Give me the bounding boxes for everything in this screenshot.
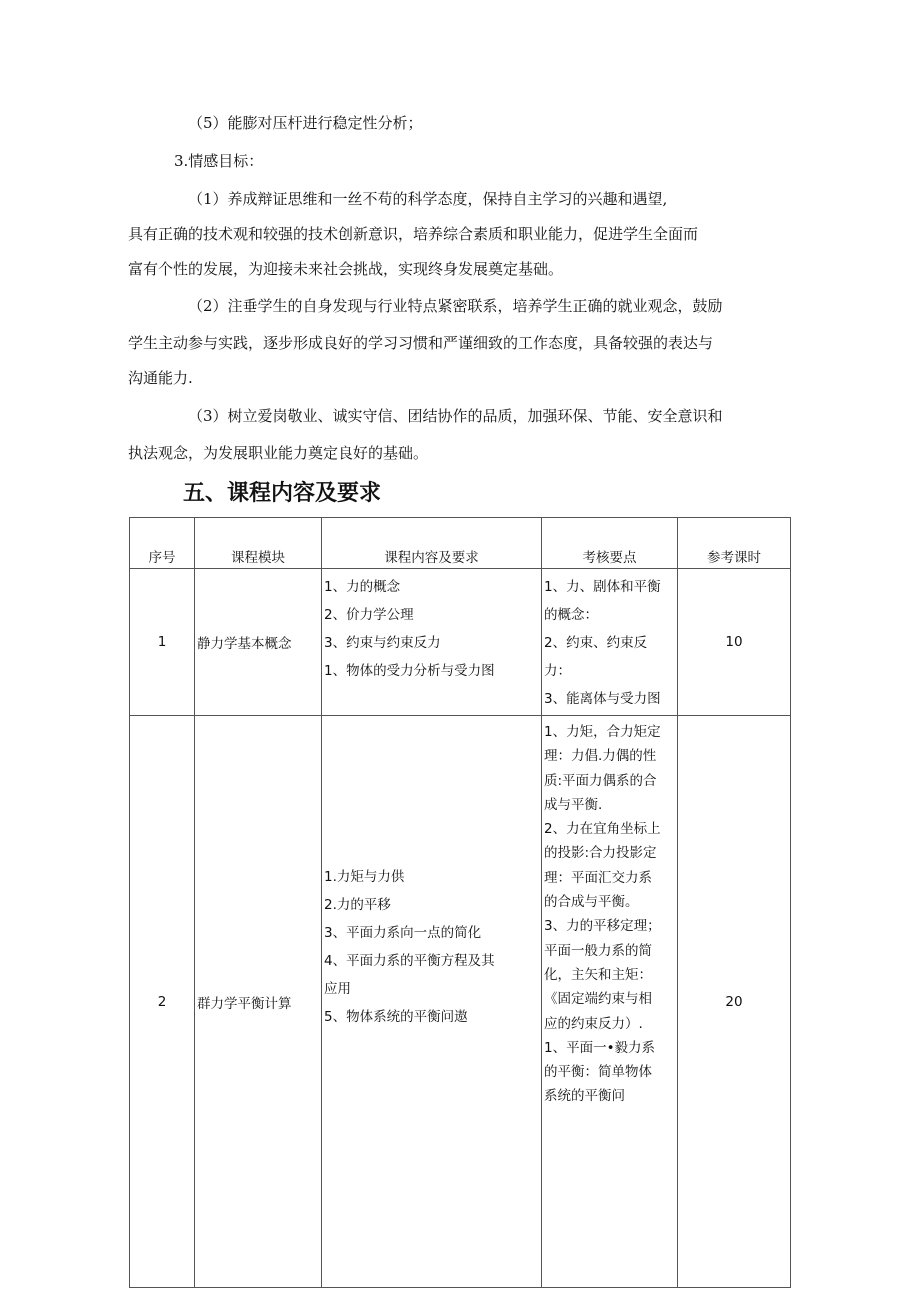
- paragraph-line: （5）能膨对压杆进行稳定性分析；: [188, 114, 423, 132]
- subheading: 3.情感目标：: [174, 152, 264, 170]
- cell-line: 力：: [544, 663, 571, 679]
- cell-line: 质:平面力偶系的合: [544, 772, 657, 789]
- cell-line: 的合成与平衡。: [544, 894, 639, 911]
- header-hours: 参考课时: [678, 518, 791, 569]
- cell-line: 平面一般力系的简: [544, 942, 652, 959]
- cell-line: 2.力的平移: [324, 896, 391, 913]
- cell-line: 1、力矩，合力矩定: [544, 724, 661, 740]
- section-title: 五、课程内容及要求: [183, 481, 382, 506]
- cell-line: 理：平面汇交力系: [544, 869, 652, 886]
- row-points: [542, 569, 678, 716]
- row-hours: 10: [678, 569, 791, 716]
- header-points: 考核要点: [542, 518, 678, 569]
- cell-line: 的概念：: [544, 607, 598, 623]
- table-row: [130, 716, 791, 1288]
- header-no: 序号: [130, 518, 195, 569]
- cell-line: 1、力的概念: [324, 579, 401, 595]
- paragraph-line: 沟通能力.: [128, 369, 193, 387]
- row-hours: 20: [678, 716, 791, 1288]
- cell-line: 3、平面力系向一点的简化: [324, 924, 482, 941]
- cell-line: 《固定端约束与相: [544, 991, 652, 1008]
- cell-line: 2、约束、约束反: [544, 635, 648, 651]
- cell-line: 的平衡：简单物体: [544, 1064, 652, 1081]
- course-table: [129, 517, 791, 1288]
- cell-line: 1.力矩与力供: [324, 868, 405, 885]
- cell-line: 化，主矢和主矩：: [544, 966, 652, 983]
- row-module: 静力学基本概念: [195, 569, 322, 716]
- paragraph-line: 具有正确的技术观和较强的技术创新意识，培养综合素质和职业能力，促进学生全面而: [128, 225, 699, 243]
- paragraph-line: （1）养成辩证思维和一丝不苟的科学态度，保持自主学习的兴趣和遇望,: [188, 190, 668, 208]
- paragraph-line: 学生主动参与实践，逐步形成良好的学习习惯和严谨细致的工作态度，具备较强的表达与: [128, 334, 714, 352]
- paragraph-line: 执法观念，为发展职业能力奠定良好的基础。: [128, 444, 429, 462]
- cell-line: 的投影:合力投影定: [544, 845, 657, 862]
- cell-line: 1、物体的受力分析与受力图: [324, 663, 495, 679]
- header-module: 课程模块: [195, 518, 322, 569]
- row-module: 群力学平衡计算: [195, 716, 322, 1288]
- cell-line: 1、平面一•毅力系: [544, 1039, 656, 1056]
- cell-line: 应用: [324, 980, 351, 997]
- table-row: [130, 569, 791, 716]
- row-points: [542, 716, 678, 1288]
- cell-line: 成与平衡.: [544, 796, 603, 813]
- paragraph-line: （2）注垂学生的自身发现与行业特点紧密联系，培养学生正确的就业观念，鼓励: [188, 297, 723, 315]
- table-header-row: [130, 518, 791, 569]
- cell-line: 5、物体系统的平衡问遨: [324, 1008, 468, 1025]
- cell-line: 3、能离体与受力图: [544, 691, 661, 707]
- cell-line: 应的约束反力）.: [544, 1015, 643, 1032]
- paragraph-line: 富有个性的发展，为迎接未来社会挑战，实现终身发展奠定基础。: [128, 260, 564, 278]
- cell-line: 3、力的平移定理；: [544, 918, 661, 935]
- row-no: 1: [130, 569, 195, 716]
- cell-line: 2、价力学公理: [324, 607, 414, 623]
- row-content: [322, 569, 542, 716]
- cell-line: 4、平面力系的平衡方程及其: [324, 952, 495, 969]
- cell-line: 系统的平衡问: [544, 1088, 625, 1105]
- cell-line: 1、力、剧体和平衡: [544, 579, 661, 595]
- cell-line: 3、约束与约束反力: [324, 635, 441, 651]
- row-content: [322, 716, 542, 1288]
- paragraph-line: （3）树立爱岗敬业、诚实守信、团结协作的品质，加强环保、节能、安全意识和: [188, 407, 723, 425]
- header-content: 课程内容及要求: [322, 518, 542, 569]
- cell-line: 理：力倡.力偶的性: [544, 748, 657, 765]
- cell-line: 2、力在宜角坐标上: [544, 821, 661, 838]
- row-no: 2: [130, 716, 195, 1288]
